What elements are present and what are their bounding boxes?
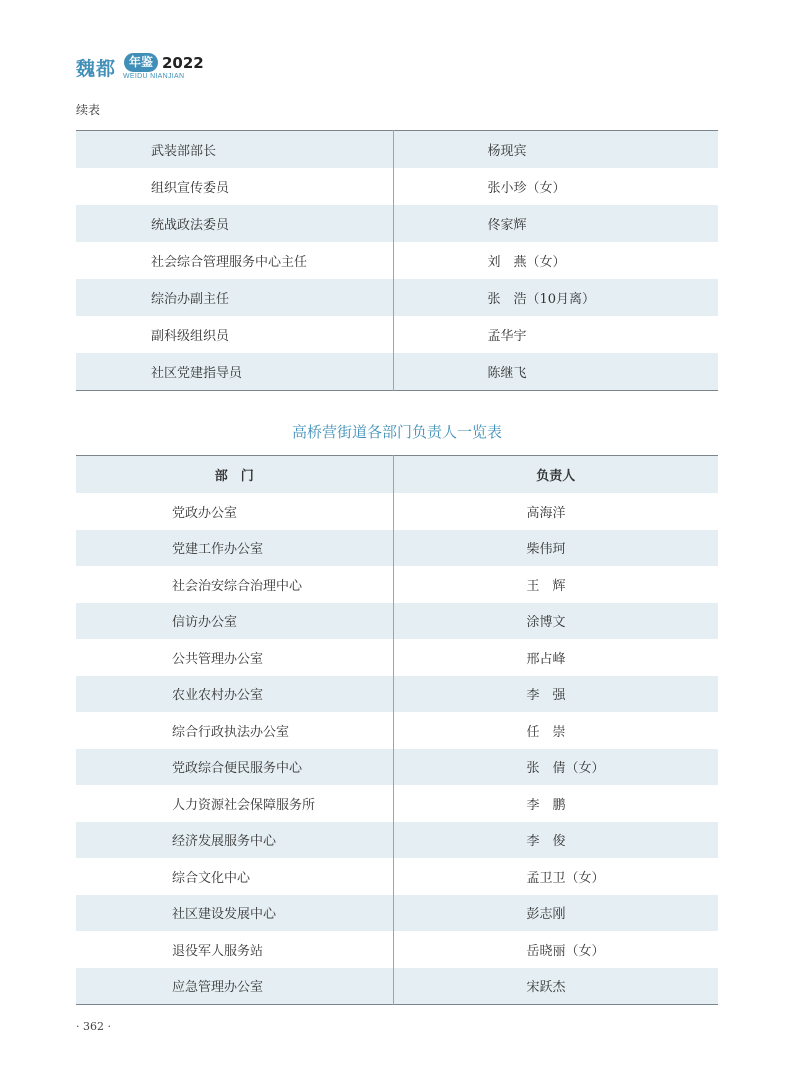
dept-cell: 综合行政执法办公室	[76, 712, 393, 749]
department-leaders-table	[76, 455, 718, 1005]
leader-cell: 宋跃杰	[393, 968, 718, 1005]
name-cell: 陈继飞	[393, 353, 718, 391]
leader-cell: 邢占峰	[526, 651, 566, 667]
table-row	[76, 785, 718, 822]
leader-cell: 李 鹏	[526, 797, 566, 813]
leader-cell: 孟卫卫（女）	[526, 870, 605, 886]
logo-subtitle: WEIDU NIANJIAN	[123, 73, 185, 80]
leader-cell: 李 强	[393, 676, 718, 713]
leader-cell: 柴伟珂	[393, 530, 718, 567]
position-cell: 综治办副主任	[76, 279, 393, 316]
table-row	[76, 566, 718, 603]
dept-cell: 经济发展服务中心	[76, 822, 393, 859]
table-row	[76, 353, 718, 391]
leader-cell: 彭志刚	[393, 895, 718, 932]
continued-label: 续表	[76, 103, 101, 117]
position-cell: 组织宣传委员	[76, 168, 393, 205]
dept-cell: 退役军人服务站	[76, 931, 393, 968]
table-row	[76, 968, 718, 1005]
department-table-title: 高桥营街道各部门负责人一览表	[291, 423, 502, 441]
position-cell: 社会综合管理服务中心主任	[76, 242, 393, 279]
page-number: · 362 ·	[76, 1020, 111, 1033]
leader-cell: 李 俊	[393, 822, 718, 859]
logo-main-text: 魏都	[76, 58, 117, 80]
dept-cell: 党政办公室	[76, 493, 393, 530]
dept-cell: 综合文化中心	[76, 858, 393, 895]
table-row	[76, 242, 718, 279]
name-cell: 张小珍（女）	[487, 181, 566, 196]
position-cell: 社区党建指导员	[76, 353, 393, 391]
name-cell: 佟家辉	[393, 205, 718, 242]
table-header-row	[76, 456, 718, 494]
table-row	[76, 895, 718, 932]
table-row	[76, 712, 718, 749]
leader-cell: 张 倩（女）	[393, 749, 718, 786]
logo-badge: 年鉴	[124, 53, 158, 72]
table-row	[76, 530, 718, 567]
leader-cell: 高海洋	[526, 505, 566, 521]
table-row	[76, 931, 718, 968]
yearbook-logo	[76, 52, 206, 86]
name-cell: 杨现宾	[393, 131, 718, 169]
table-row	[76, 168, 718, 205]
table-row	[76, 131, 718, 169]
leader-cell: 岳晓丽（女）	[526, 943, 605, 959]
table-row	[76, 639, 718, 676]
leader-cell: 涂博文	[393, 603, 718, 640]
dept-cell: 党建工作办公室	[76, 530, 393, 567]
table-row	[76, 279, 718, 316]
table-row	[76, 676, 718, 713]
position-cell: 副科级组织员	[76, 316, 393, 353]
table-row	[76, 858, 718, 895]
dept-cell: 公共管理办公室	[76, 639, 393, 676]
table-row	[76, 316, 718, 353]
dept-cell: 农业农村办公室	[76, 676, 393, 713]
table-row	[76, 749, 718, 786]
table-row	[76, 603, 718, 640]
table-row	[76, 493, 718, 530]
leader-cell: 任 崇	[526, 724, 566, 740]
table-row	[76, 822, 718, 859]
position-cell: 武装部部长	[76, 131, 393, 169]
dept-cell: 人力资源社会保障服务所	[76, 785, 393, 822]
name-cell: 张 浩（10月离）	[393, 279, 718, 316]
name-cell: 孟华宇	[487, 329, 527, 344]
staff-table-continued	[76, 130, 718, 391]
name-cell: 刘 燕（女）	[487, 255, 566, 270]
dept-cell: 信访办公室	[76, 603, 393, 640]
leader-cell: 王 辉	[526, 578, 566, 594]
dept-cell: 应急管理办公室	[76, 968, 393, 1005]
logo-year: 2022	[162, 54, 204, 72]
table-row	[76, 205, 718, 242]
dept-cell: 社会治安综合治理中心	[76, 566, 393, 603]
header-leader: 负责人	[393, 456, 718, 494]
dept-cell: 党政综合便民服务中心	[76, 749, 393, 786]
dept-cell: 社区建设发展中心	[76, 895, 393, 932]
position-cell: 统战政法委员	[76, 205, 393, 242]
header-dept: 部 门	[76, 456, 393, 494]
